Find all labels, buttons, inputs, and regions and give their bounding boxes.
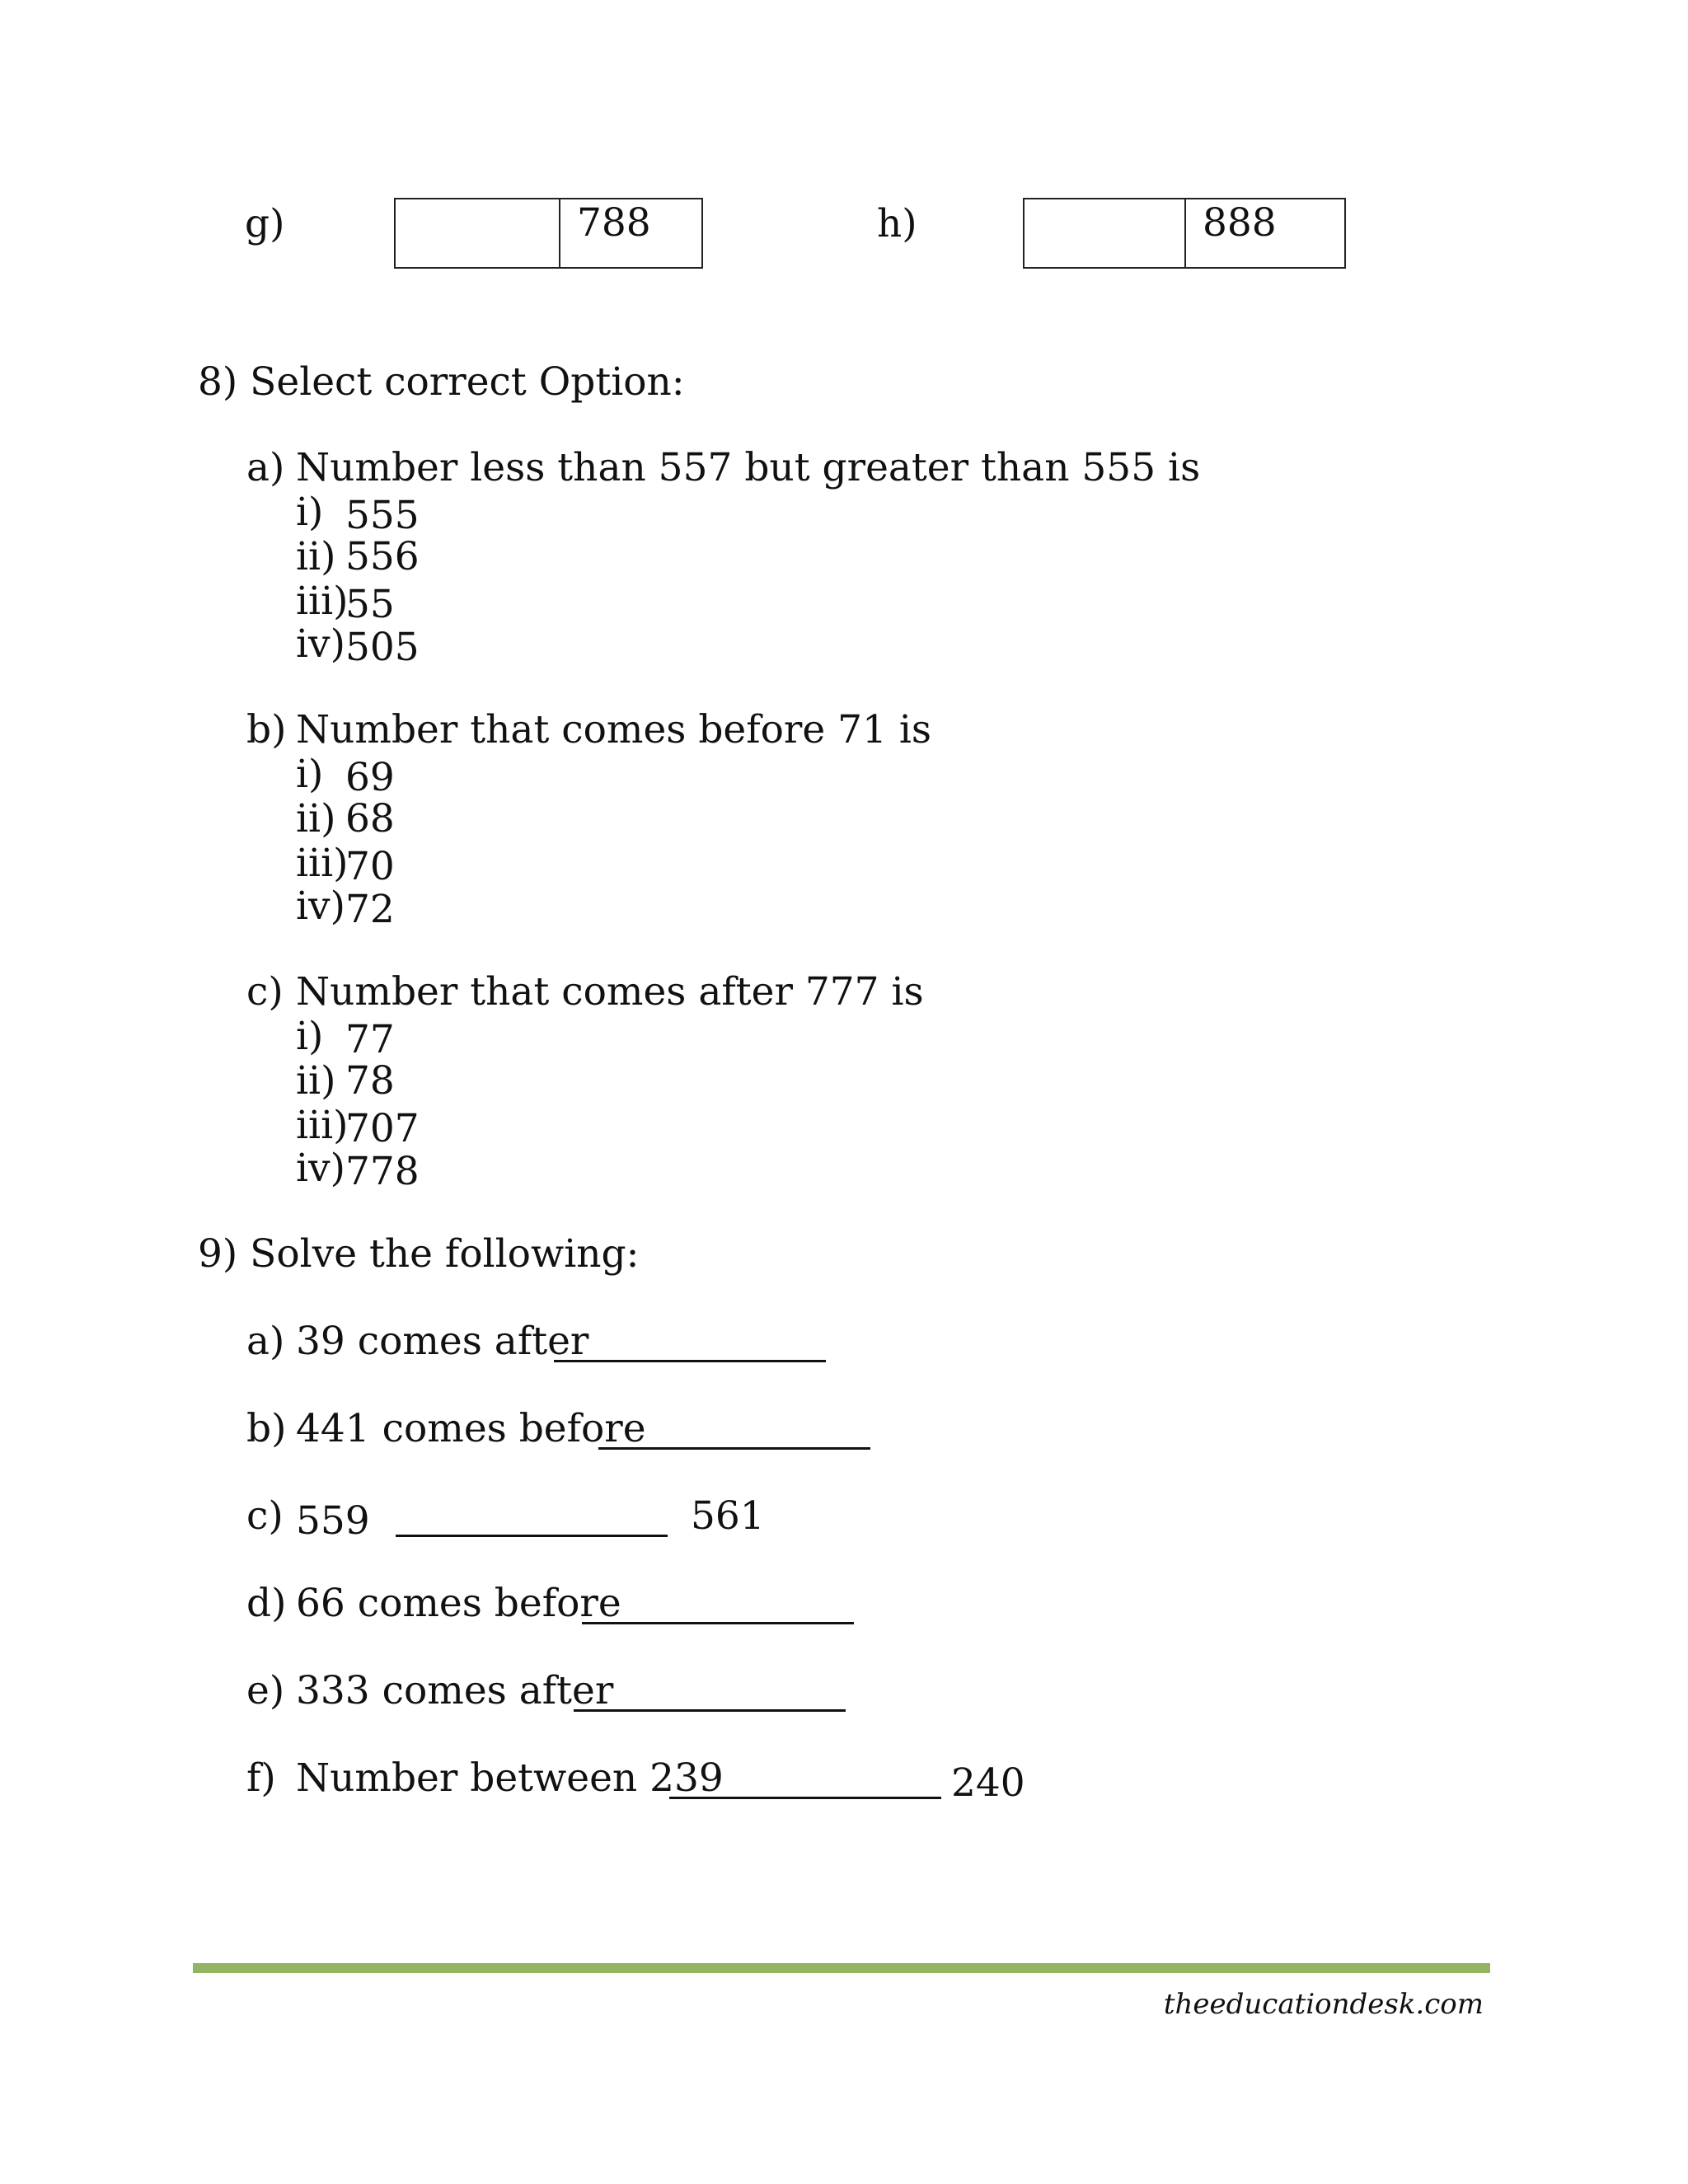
option-num: iv) xyxy=(296,621,345,667)
q9d-label: d) xyxy=(246,1581,287,1626)
option-num: ii) xyxy=(296,796,336,841)
q8a-text: Number less than 557 but greater than 555 is xyxy=(296,445,1201,490)
q8a-label: a) xyxy=(246,445,285,490)
option-value[interactable]: 69 xyxy=(345,755,395,800)
option-value[interactable]: 556 xyxy=(345,534,420,579)
box-g-blank-cell[interactable] xyxy=(396,199,559,267)
option-num: iv) xyxy=(296,883,345,929)
answer-blank-d[interactable] xyxy=(582,1622,854,1624)
option-num: i) xyxy=(296,1014,324,1059)
footer-divider xyxy=(193,1963,1490,1973)
q9f-label: f) xyxy=(246,1755,276,1801)
option-value[interactable]: 505 xyxy=(345,625,420,670)
q9d-text: 66 comes before xyxy=(296,1581,621,1626)
q9a-text: 39 comes after xyxy=(296,1319,589,1364)
q8c-label: c) xyxy=(246,969,284,1015)
option-value[interactable]: 68 xyxy=(345,796,395,841)
number-box-h xyxy=(1023,198,1346,269)
q9a-label: a) xyxy=(246,1319,285,1364)
q9b-text: 441 comes before xyxy=(296,1406,646,1451)
option-num: i) xyxy=(296,752,324,797)
option-num: ii) xyxy=(296,1058,336,1104)
q9c-label: c) xyxy=(246,1493,284,1539)
number-box-g xyxy=(394,198,703,269)
question-9-heading: 9) Solve the following: xyxy=(198,1231,640,1277)
box-g-value-cell: 788 xyxy=(559,199,701,267)
box-h-value-cell: 888 xyxy=(1184,199,1344,267)
option-num: iii) xyxy=(296,841,349,886)
q8c-text: Number that comes after 777 is xyxy=(296,969,924,1015)
option-value[interactable]: 78 xyxy=(345,1058,395,1104)
option-value[interactable]: 555 xyxy=(345,493,420,538)
option-value[interactable]: 70 xyxy=(345,844,395,889)
q9b-label: b) xyxy=(246,1406,287,1451)
q8b-label: b) xyxy=(246,707,287,752)
answer-blank-f[interactable] xyxy=(669,1797,941,1799)
item-label-g: g) xyxy=(245,201,285,246)
q9e-text: 333 comes after xyxy=(296,1668,614,1713)
q9f-text: Number between 239 xyxy=(296,1755,724,1801)
option-value[interactable]: 707 xyxy=(345,1106,420,1151)
answer-blank-b[interactable] xyxy=(598,1447,870,1450)
question-8-heading: 8) Select correct Option: xyxy=(198,359,685,405)
q9e-label: e) xyxy=(246,1668,285,1713)
option-value[interactable]: 72 xyxy=(345,887,395,932)
option-value[interactable]: 55 xyxy=(345,582,395,627)
option-num: iii) xyxy=(296,1103,349,1148)
q8b-text: Number that comes before 71 is xyxy=(296,707,932,752)
option-num: iii) xyxy=(296,579,349,624)
answer-blank-c[interactable] xyxy=(396,1535,668,1537)
q9f-end: 240 xyxy=(951,1760,1025,1806)
answer-blank-e[interactable] xyxy=(574,1709,846,1712)
option-num: i) xyxy=(296,490,324,535)
item-label-h: h) xyxy=(877,201,917,246)
q9c-end: 561 xyxy=(691,1493,765,1539)
option-num: ii) xyxy=(296,534,336,579)
box-h-blank-cell[interactable] xyxy=(1025,199,1184,267)
option-value[interactable]: 77 xyxy=(345,1017,395,1062)
q9c-start: 559 xyxy=(296,1498,370,1544)
answer-blank-a[interactable] xyxy=(554,1360,826,1362)
option-value[interactable]: 778 xyxy=(345,1149,420,1194)
footer-site: theeducationdesk.com xyxy=(1163,1988,1484,2021)
option-num: iv) xyxy=(296,1146,345,1191)
